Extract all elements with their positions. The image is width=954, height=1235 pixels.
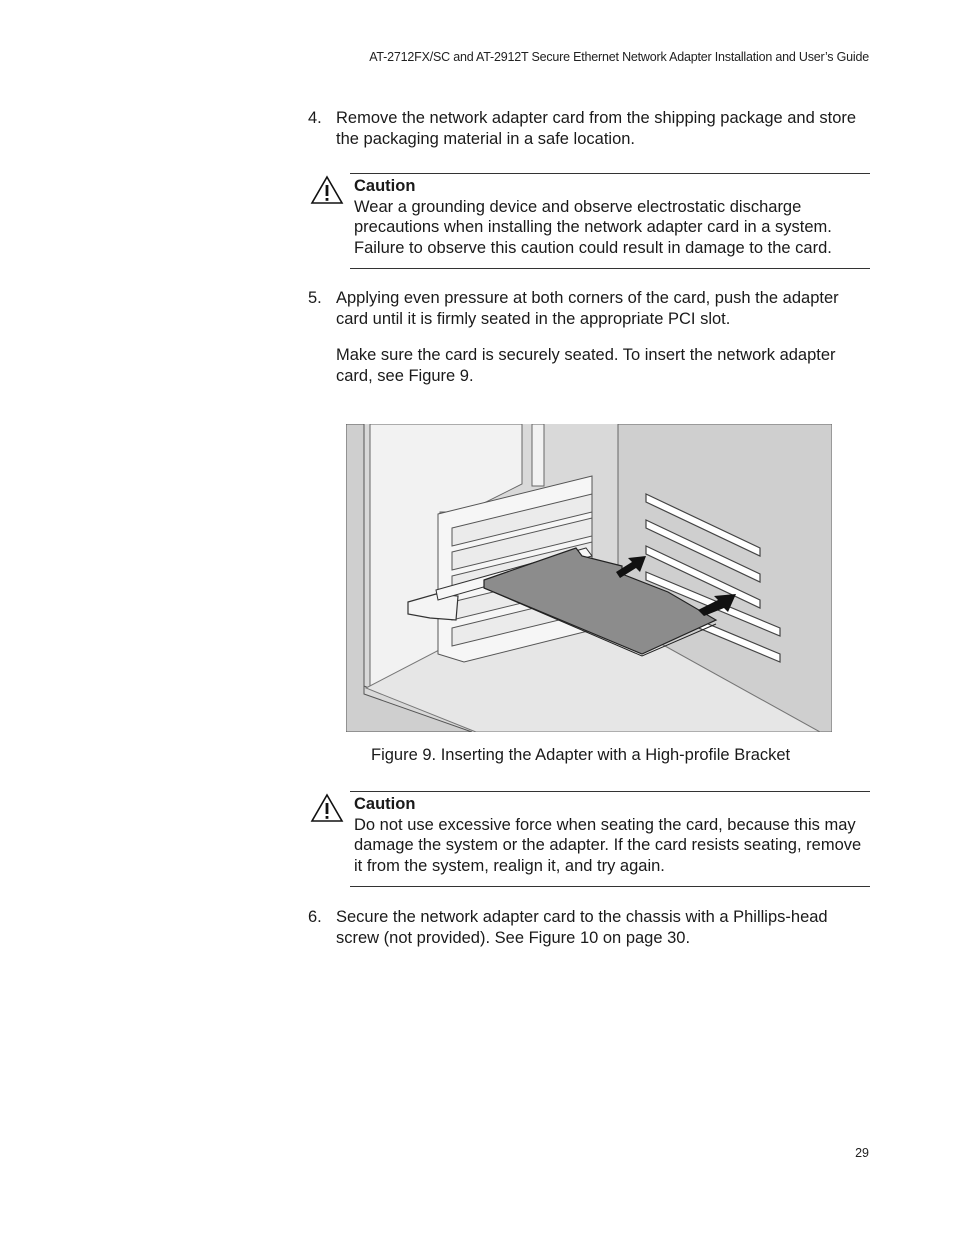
caution-top-rule [350,791,870,792]
caution-top-rule [350,173,870,174]
figure-9-illustration [346,424,832,732]
step-paragraph: Make sure the card is securely seated. To insert the network adapter card, see Figure 9. [336,346,836,385]
step-6 [308,907,864,964]
step-number: 4. [308,109,322,127]
running-header: AT-2712FX/SC and AT-2912T Secure Ethernet Network Adapter Installation and User’s Guide [369,50,869,64]
step-number: 6. [308,908,322,926]
step-paragraph: Secure the network adapter card to the chassis with a Phillips-head screw (not provided). See Figure 10 on page 30. [336,908,828,947]
step-number: 5. [308,289,322,307]
caution-bottom-rule [350,886,870,887]
step-paragraph: Applying even pressure at both corners of the card, push the adapter card until it is firmly seated in the appropriate PCI slot. [336,289,839,328]
caution-box [310,791,870,887]
step-paragraph: Remove the network adapter card from the shipping package and store the packaging material in a safe location. [336,109,857,148]
figure-caption: Figure 9. Inserting the Adapter with a High-profile Bracket [371,746,791,764]
caution-box [310,173,870,269]
caution-heading: Caution [354,177,416,195]
step-5 [308,288,864,402]
caution-text: Wear a grounding device and observe electrostatic discharge precautions when installing the network adapter card in a system. Failure to observe this caution could result in damage to the card. [354,197,832,257]
caution-triangle-icon [310,793,344,823]
page-number: 29 [855,1146,869,1160]
caution-text: Do not use excessive force when seating the card, because this may damage the system or the adapter. If the card resists seating, remove it from the system, realign it, and try again. [354,815,862,875]
caution-heading: Caution [354,795,416,813]
caution-bottom-rule [350,268,870,269]
step-4 [308,108,864,165]
caution-triangle-icon [310,175,344,205]
